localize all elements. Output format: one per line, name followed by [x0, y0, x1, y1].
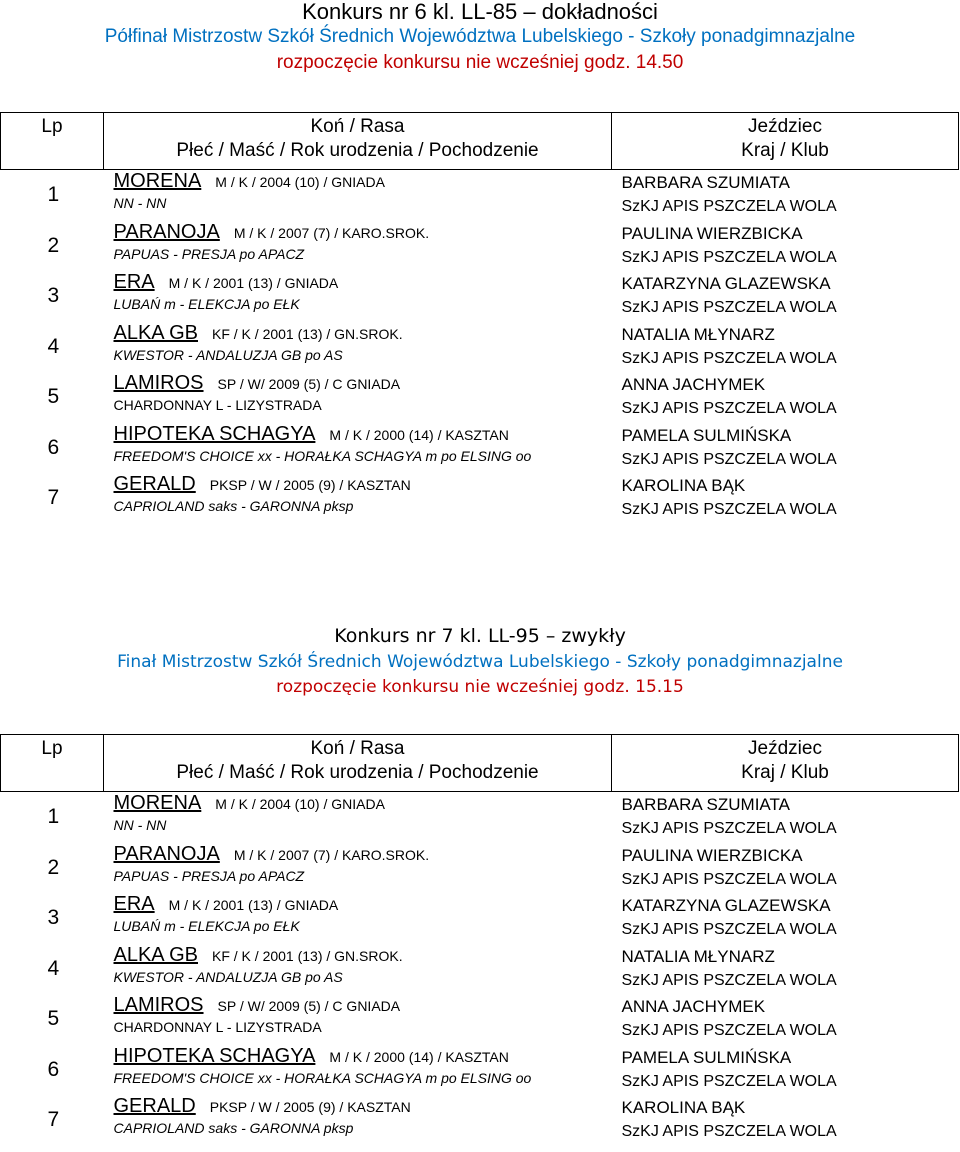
entry-number: 6 — [47, 1057, 60, 1081]
entries-body — [1, 792, 959, 1146]
rider-club: SzKJ APIS PSZCZELA WOLA — [621, 400, 837, 417]
entry-number: 6 — [47, 435, 60, 459]
horse-details: SP / W/ 2009 (5) / C GNIADA — [217, 998, 401, 1014]
entries-table — [0, 734, 959, 1146]
horse-cell — [104, 1045, 612, 1096]
rider-cell — [612, 944, 959, 995]
horse-name: PARANOJA — [113, 842, 220, 865]
rider-name: PAMELA SULMIŃSKA — [621, 425, 792, 445]
horse-pedigree: KWESTOR - ANDALUZJA GB po AS — [113, 968, 343, 985]
horse-details: SP / W/ 2009 (5) / C GNIADA — [217, 376, 401, 392]
horse-name: ERA — [113, 893, 155, 915]
horse-info — [104, 271, 612, 296]
rider-club: SzKJ APIS PSZCZELA WOLA — [621, 1022, 837, 1039]
rider-name: KAROLINA BĄK — [621, 476, 746, 495]
horse-info — [104, 221, 612, 246]
horse-details: M / K / 2001 (13) / GNIADA — [168, 897, 339, 913]
horse-details: M / K / 2000 (14) / KASZTAN — [329, 1048, 509, 1065]
horse-pedigree: NN - NN — [113, 817, 167, 833]
rider-name: KATARZYNA GLAZEWSKA — [621, 274, 831, 293]
horse-cell — [104, 322, 612, 373]
rider-name: KAROLINA BĄK — [621, 1098, 746, 1117]
rider-name: ANNA JACHYMEK — [621, 375, 766, 394]
competition-start-time: rozpoczęcie konkursu nie wcześniej godz. 14.50 — [276, 52, 684, 73]
table-row — [1, 1095, 959, 1146]
table-header-row — [1, 113, 959, 170]
horse-name: PARANOJA — [113, 220, 220, 243]
entry-number: 1 — [47, 183, 60, 206]
horse-cell — [104, 372, 612, 423]
header-horse: Koń / Rasa Płeć / Maść / Rok urodzenia / Pochodzenie — [104, 735, 612, 792]
horse-pedigree: PAPUAS - PRESJA po APACZ — [113, 867, 305, 884]
rider-club: SzKJ APIS PSZCZELA WOLA — [621, 501, 837, 518]
rider-name: PAULINA WIERZBICKA — [621, 845, 803, 865]
horse-info — [104, 792, 612, 817]
horse-cell — [104, 221, 612, 272]
horse-info — [104, 1095, 612, 1120]
rider-club: SzKJ APIS PSZCZELA WOLA — [621, 248, 837, 266]
rider-club: SzKJ APIS PSZCZELA WOLA — [621, 820, 837, 837]
horse-pedigree: LUBAŃ m - ELEKCJA po EŁK — [113, 918, 300, 934]
horse-pedigree: FREEDOM'S CHOICE xx - HORAŁKA SCHAGYA m po ELSING oo — [113, 1069, 532, 1086]
horse-cell — [104, 473, 612, 524]
rider-cell — [612, 843, 959, 894]
entry-number: 5 — [47, 385, 60, 408]
horse-info — [104, 843, 612, 868]
entry-number: 4 — [47, 956, 60, 980]
horse-name: HIPOTEKA SCHAGYA — [113, 1044, 316, 1067]
header-lp: Lp — [1, 735, 104, 792]
entry-number: 2 — [47, 233, 60, 257]
horse-pedigree: LUBAŃ m - ELEKCJA po EŁK — [113, 296, 300, 312]
horse-info — [104, 994, 612, 1019]
horse-details: PKSP / W / 2005 (9) / KASZTAN — [209, 477, 411, 493]
horse-name: HIPOTEKA SCHAGYA — [113, 422, 316, 445]
horse-pedigree: CHARDONNAY L - LIZYSTRADA — [113, 397, 322, 413]
rider-cell — [612, 792, 959, 843]
entry-number: 3 — [47, 906, 60, 929]
horse-details: M / K / 2007 (7) / KARO.SROK. — [233, 224, 430, 241]
horse-cell — [104, 271, 612, 322]
rider-name: PAMELA SULMIŃSKA — [621, 1047, 792, 1067]
rider-cell — [612, 1045, 959, 1096]
horse-info — [104, 372, 612, 397]
horse-details: M / K / 2000 (14) / KASZTAN — [329, 426, 509, 443]
rider-club: SzKJ APIS PSZCZELA WOLA — [621, 971, 837, 989]
horse-pedigree: KWESTOR - ANDALUZJA GB po AS — [113, 346, 343, 363]
competition-title: Konkurs nr 6 kl. LL-85 – dokładności — [302, 0, 658, 24]
horse-name: MORENA — [113, 792, 202, 814]
horse-name: GERALD — [113, 473, 196, 495]
rider-cell — [612, 271, 959, 322]
horse-pedigree: CHARDONNAY L - LIZYSTRADA — [113, 1019, 322, 1035]
competition-title: Konkurs nr 7 kl. LL-95 – zwykły — [334, 625, 626, 647]
table-header-row — [1, 735, 959, 792]
rider-name: KATARZYNA GLAZEWSKA — [621, 896, 831, 915]
entry-number: 7 — [47, 1108, 60, 1131]
table-row — [1, 994, 959, 1045]
rider-name: NATALIA MŁYNARZ — [621, 946, 775, 966]
horse-details: PKSP / W / 2005 (9) / KASZTAN — [209, 1099, 411, 1115]
rider-cell — [612, 423, 959, 474]
horse-info — [104, 423, 612, 448]
horse-name: ALKA GB — [113, 943, 198, 966]
horse-pedigree: CAPRIOLAND saks - GARONNA pksp — [113, 1120, 354, 1136]
horse-name: LAMIROS — [113, 372, 204, 394]
header-lp: Lp — [1, 113, 104, 170]
horse-pedigree: CAPRIOLAND saks - GARONNA pksp — [113, 498, 354, 514]
horse-pedigree: NN - NN — [113, 195, 167, 211]
table-row — [1, 221, 959, 272]
table-row — [1, 1045, 959, 1096]
table-row — [1, 271, 959, 322]
horse-info — [104, 1045, 612, 1070]
horse-details: KF / K / 2001 (13) / GN.SROK. — [212, 325, 403, 342]
entry-number: 7 — [47, 486, 60, 509]
rider-name: BARBARA SZUMIATA — [621, 173, 790, 192]
rider-cell — [612, 994, 959, 1045]
entry-number: 3 — [47, 284, 60, 307]
entry-number: 4 — [47, 334, 60, 358]
rider-name: PAULINA WIERZBICKA — [621, 223, 803, 243]
header-rider: Jeździec Kraj / Klub — [612, 113, 959, 170]
competition-subtitle: Półfinał Mistrzostw Szkół Średnich Województwa Lubelskiego - Szkoły ponadgimnazjalne — [104, 26, 856, 47]
horse-name: ALKA GB — [113, 321, 198, 344]
horse-cell — [104, 994, 612, 1045]
horse-pedigree: FREEDOM'S CHOICE xx - HORAŁKA SCHAGYA m po ELSING oo — [113, 447, 532, 464]
table-row — [1, 843, 959, 894]
horse-info — [104, 944, 612, 969]
header-rider: Jeździec Kraj / Klub — [612, 735, 959, 792]
entry-number: 1 — [47, 805, 60, 828]
horse-cell — [104, 843, 612, 894]
horse-name: LAMIROS — [113, 994, 204, 1016]
table-row — [1, 792, 959, 843]
horse-cell — [104, 944, 612, 995]
rider-club: SzKJ APIS PSZCZELA WOLA — [621, 450, 837, 468]
horse-details: M / K / 2007 (7) / KARO.SROK. — [233, 846, 430, 863]
horse-cell — [104, 792, 612, 843]
rider-cell — [612, 170, 959, 221]
competition-start-time: rozpoczęcie konkursu nie wcześniej godz. 15.15 — [276, 677, 684, 697]
rider-club: SzKJ APIS PSZCZELA WOLA — [621, 870, 837, 888]
horse-cell — [104, 423, 612, 474]
horse-pedigree: PAPUAS - PRESJA po APACZ — [113, 245, 305, 262]
horse-info — [104, 473, 612, 498]
horse-details: M / K / 2001 (13) / GNIADA — [168, 275, 339, 291]
horse-cell — [104, 1095, 612, 1146]
horse-name: MORENA — [113, 170, 202, 192]
horse-name: GERALD — [113, 1095, 196, 1117]
rider-cell — [612, 322, 959, 373]
rider-cell — [612, 1095, 959, 1146]
rider-cell — [612, 473, 959, 524]
horse-cell — [104, 893, 612, 944]
header-horse: Koń / Rasa Płeć / Maść / Rok urodzenia / Pochodzenie — [104, 113, 612, 170]
rider-club: SzKJ APIS PSZCZELA WOLA — [621, 1072, 837, 1090]
rider-cell — [612, 893, 959, 944]
entries-table — [0, 112, 959, 524]
horse-cell — [104, 170, 612, 221]
table-row — [1, 170, 959, 221]
rider-name: BARBARA SZUMIATA — [621, 795, 790, 814]
rider-club: SzKJ APIS PSZCZELA WOLA — [621, 349, 837, 367]
table-row — [1, 322, 959, 373]
rider-club: SzKJ APIS PSZCZELA WOLA — [621, 1123, 837, 1140]
table-row — [1, 423, 959, 474]
entries-body — [1, 170, 959, 524]
horse-details: M / K / 2004 (10) / GNIADA — [215, 174, 385, 190]
rider-name: NATALIA MŁYNARZ — [621, 324, 775, 344]
horse-info — [104, 893, 612, 918]
horse-info — [104, 170, 612, 195]
entry-number: 5 — [47, 1007, 60, 1030]
horse-details: KF / K / 2001 (13) / GN.SROK. — [212, 947, 403, 964]
competition-subtitle: Finał Mistrzostw Szkół Średnich Województwa Lubelskiego - Szkoły ponadgimnazjalne — [117, 652, 843, 672]
rider-club: SzKJ APIS PSZCZELA WOLA — [621, 921, 837, 938]
rider-name: ANNA JACHYMEK — [621, 997, 766, 1016]
rider-cell — [612, 372, 959, 423]
rider-club: SzKJ APIS PSZCZELA WOLA — [621, 299, 837, 316]
horse-details: M / K / 2004 (10) / GNIADA — [215, 796, 385, 812]
table-row — [1, 944, 959, 995]
horse-info — [104, 322, 612, 347]
rider-club: SzKJ APIS PSZCZELA WOLA — [621, 198, 837, 215]
horse-name: ERA — [113, 271, 155, 293]
table-row — [1, 372, 959, 423]
entry-number: 2 — [47, 855, 60, 879]
table-row — [1, 893, 959, 944]
table-row — [1, 473, 959, 524]
rider-cell — [612, 221, 959, 272]
